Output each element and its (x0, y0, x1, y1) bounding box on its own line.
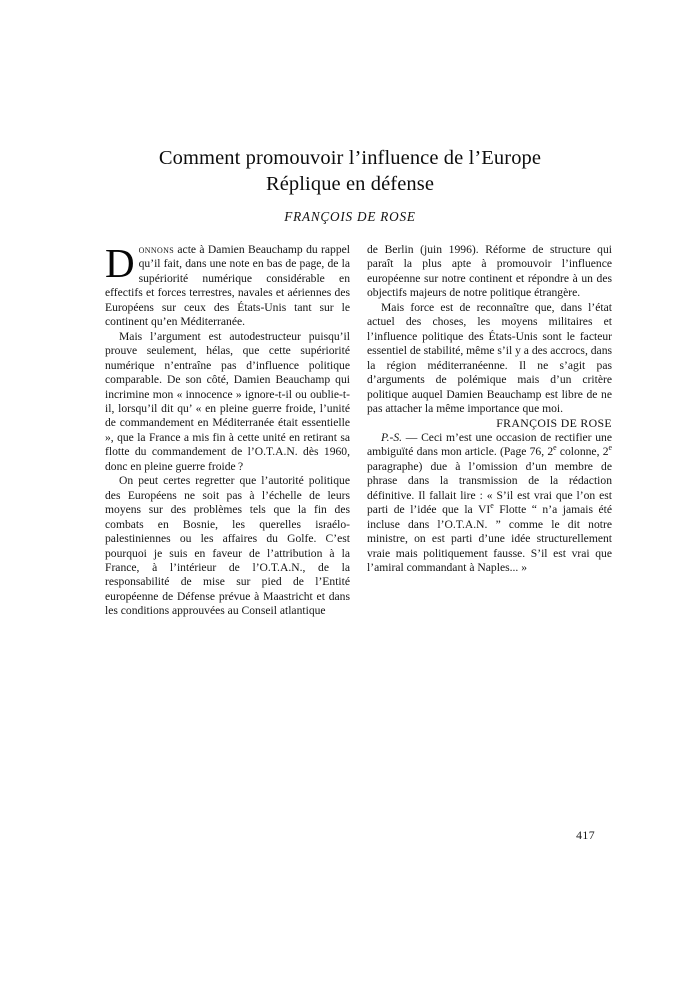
paragraph-right-continued: de Berlin (juin 1996). Réforme de structure qui paraît la plus apte à promouvoir l’influence européenne sur notre continent et répondre à un des objectifs majeurs de notre politique étrangère. (367, 243, 612, 300)
title-line-1: Comment promouvoir l’influence de l’Europe (158, 147, 542, 169)
postscript-text-4: Flotte “ n’a jamais été incluse dans l’O.T.A.N. ” comme le dit notre ministre, on est parti d’une idée structurellement vraie mais politiquement fausse. S’il est vrai que l’amiral commandant à Naples... » (367, 503, 612, 574)
ordinal-suffix-1: e (553, 443, 557, 453)
column-right (367, 243, 612, 575)
title-line-2: Réplique en défense (265, 173, 435, 195)
ordinal-suffix-3: e (490, 501, 494, 511)
postscript-text-2: colonne, 2 (556, 445, 609, 459)
postscript (367, 431, 612, 576)
paragraph-opening (105, 240, 350, 330)
postscript-label: P.-S. (381, 430, 403, 444)
small-caps-lead: onnons (138, 243, 175, 256)
author-byline: FRANÇOIS DE ROSE (284, 209, 416, 224)
postscript-text-1: Ceci m’est une occasion de rectifier une ambiguïté dans mon article. (Page 76, 2 (367, 430, 612, 459)
paragraph-left-3: On peut certes regretter que l’autorité politique des Européens ne soit pas à l’échelle de leurs moyens sur des problèmes tels que la fin des combats en Bosnie, les querelles israélo-palestiniennes ou les affaires du Golfe. C’est pourquoi je suis en faveur de l’attribution à la France, à l’intérieur de l’O.T.A.N., de la responsabilité de mise sur pied de l’Entité européenne de Défense prévue à Maastricht et dans les conditions approuvées au Conseil atlantique (105, 474, 350, 618)
paragraph-opening-text: acte à Damien Beauchamp du rappel qu’il fait, dans une note en bas de page, de la supériorité numérique considérable en effectifs et forces terrestres, navales et aériennes des Européens sur ceux des États-Unis tant sur le continent qu’en Méditerranée. (105, 243, 350, 329)
page-number: 417 (576, 828, 595, 842)
ordinal-suffix-2: e (608, 443, 612, 453)
author-signature: FRANÇOIS DE ROSE (496, 416, 612, 431)
postscript-text-3: paragraphe) due à l’omission d’un membre de phrase dans la transmission de la rédaction définitive. Il fallait lire : « S’il est vrai que l’on est parti de l’idée que la VI (367, 459, 612, 517)
paragraph-left-2: Mais l’argument est autodestructeur puisqu’il prouve seulement, hélas, que cette supériorité numérique n’entraîne pas d’influence politique comparable. De son côté, Damien Beauchamp qui incrimine mon « innocence » ignore-t-il ou oublie-t-il, lorsqu’il dit qu’ « en pleine guerre froide, l’unité de commandement en Méditerranée était essentielle », que la France a mis fin à cette unité en retirant sa flotte du commandement de l’O.T.A.N. dès 1960, donc en pleine guerre froide ? (105, 329, 350, 473)
paragraph-right-2: Mais force est de reconnaître que, dans l’état actuel des choses, les moyens militaires et l’influence politique des États-Unis sont le facteur essentiel de stabilité, même s’il y a des accrocs, dans la région méditerranéenne. Il ne s’agit pas d’arguments de polémique mais d’un critère politique auquel Damien Beauchamp est libre de ne pas attacher la même importance que moi. (367, 300, 612, 415)
column-left (105, 240, 350, 619)
page-title (105, 145, 595, 197)
drop-cap: D (105, 240, 135, 286)
postscript-dash: — (402, 430, 422, 444)
